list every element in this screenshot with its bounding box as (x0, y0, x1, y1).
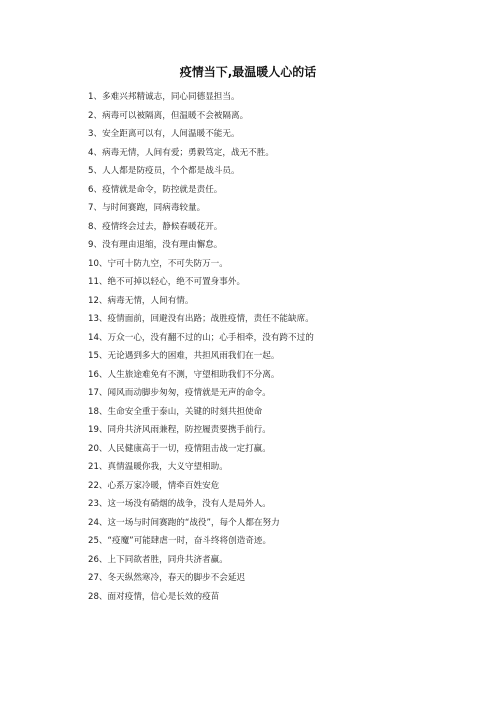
quote-text: 这一场与时间赛跑的“战役”，每个人都在努力 (107, 517, 280, 528)
quote-number: 6、 (88, 184, 103, 195)
quote-number: 21、 (88, 462, 108, 472)
quote-text: 冬天纵然寒冷，春天的脚步不会延迟 (107, 573, 246, 583)
quote-number: 14、 (88, 332, 108, 343)
quote-number: 26、 (88, 554, 108, 565)
quote-number: 7、 (88, 203, 103, 213)
quote-number: 1、 (88, 92, 103, 102)
quote-text: 绝不可掉以轻心，绝不可置身事外。 (107, 277, 246, 287)
quote-number: 16、 (88, 369, 108, 380)
quote-text: 真情温暖你我，大义守望相助。 (107, 462, 228, 472)
quote-number: 12、 (88, 295, 108, 306)
quote-item (88, 199, 314, 218)
quote-number: 24、 (88, 517, 108, 528)
quote-item (88, 125, 314, 144)
quote-item (88, 532, 314, 551)
quote-text: 疫情面前，回避没有出路；战胜疫情，责任不能缺席。 (107, 314, 314, 324)
quote-text: 同舟共济风雨兼程，防控履责要携手前行。 (107, 425, 271, 435)
quote-number: 25、 (88, 536, 108, 546)
quote-item (88, 273, 314, 292)
quote-number: 22、 (88, 480, 108, 491)
quote-text: 人生旅途难免有不测，守望相助我们不分离。 (107, 369, 280, 380)
quote-text: 闻风而动脚步匆匆，疫情就是无声的命令。 (107, 388, 271, 398)
quote-number: 2、 (88, 110, 103, 121)
quote-text: 与时间赛跑，同病毒较量。 (102, 203, 206, 213)
quote-text: 万众一心，没有翻不过的山；心手相牵，没有跨不过的 (107, 332, 314, 343)
quote-number: 8、 (88, 221, 103, 232)
quote-item (88, 458, 314, 477)
quote-text: 病毒无情，人间有情。 (107, 295, 194, 306)
quote-item (88, 88, 314, 107)
quote-text: 疫情终会过去，静候春暖花开。 (102, 221, 223, 232)
quote-text: 无论遇到多大的困难，共担风雨我们在一起。 (107, 351, 280, 361)
quote-text: 人民健康高于一切，疫情阻击战一定打赢。 (107, 443, 271, 454)
quote-number: 19、 (88, 425, 108, 435)
quote-item (88, 421, 314, 440)
quote-text: 病毒可以被隔离，但温暖不会被隔离。 (102, 110, 249, 121)
quote-item (88, 329, 314, 348)
quote-number: 17、 (88, 388, 108, 398)
quote-text: 没有理由退缩，没有理由懈怠。 (102, 240, 223, 250)
quote-item (88, 162, 314, 181)
quote-number: 15、 (88, 351, 108, 361)
quote-number: 4、 (88, 147, 103, 158)
quote-number: 13、 (88, 314, 108, 324)
quote-text: 心系万家冷暖，情牵百姓安危 (107, 480, 220, 491)
quote-item (88, 588, 314, 607)
quote-item (88, 310, 314, 329)
quote-item (88, 551, 314, 570)
quote-number: 27、 (88, 573, 108, 583)
quote-item (88, 107, 314, 126)
quote-text: 多难兴邦精诚志，同心同德显担当。 (102, 92, 240, 102)
quote-number: 23、 (88, 499, 108, 509)
quote-item (88, 569, 314, 588)
quote-text: 疫情就是命令，防控就是责任。 (102, 184, 223, 195)
quote-text: 人人都是防疫员，个个都是战斗员。 (102, 166, 240, 176)
quote-item (88, 255, 314, 274)
quote-number: 18、 (88, 406, 108, 417)
quote-number: 10、 (88, 258, 108, 269)
quote-text: 上下同欲者胜，同舟共济者赢。 (107, 554, 228, 565)
quote-item (88, 144, 314, 163)
quote-item (88, 514, 314, 533)
quote-text: 这一场没有硝烟的战争，没有人是局外人。 (107, 499, 271, 509)
quote-item (88, 403, 314, 422)
quote-number: 20、 (88, 443, 108, 454)
quote-number: 3、 (88, 129, 103, 139)
quote-text: 病毒无情，人间有爱；勇毅笃定，战无不胜。 (102, 147, 274, 158)
quote-item (88, 236, 314, 255)
quote-item (88, 477, 314, 496)
quote-text: “疫魔”可能肆虐一时，奋斗终将创造奇迹。 (107, 536, 272, 546)
quote-text: 安全距离可以有，人间温暖不能无。 (102, 129, 240, 139)
document-title: 疫情当下,最温暖人心的话 (179, 65, 317, 79)
quote-item (88, 384, 314, 403)
quote-item (88, 292, 314, 311)
quote-text: 生命安全重于泰山，关键的时刻共担使命 (107, 406, 263, 417)
quote-number: 28、 (88, 591, 108, 602)
quote-item (88, 440, 314, 459)
quote-item (88, 347, 314, 366)
quote-number: 9、 (88, 240, 103, 250)
quote-item (88, 495, 314, 514)
quote-item (88, 218, 314, 237)
quote-number: 5、 (88, 166, 103, 176)
quote-item (88, 366, 314, 385)
quote-item (88, 181, 314, 200)
quote-number: 11、 (88, 277, 108, 287)
quote-list (88, 88, 314, 606)
quote-text: 宁可十防九空，不可失防万一。 (107, 258, 228, 269)
quote-text: 面对疫情，信心是长效的疫苗 (107, 591, 220, 602)
